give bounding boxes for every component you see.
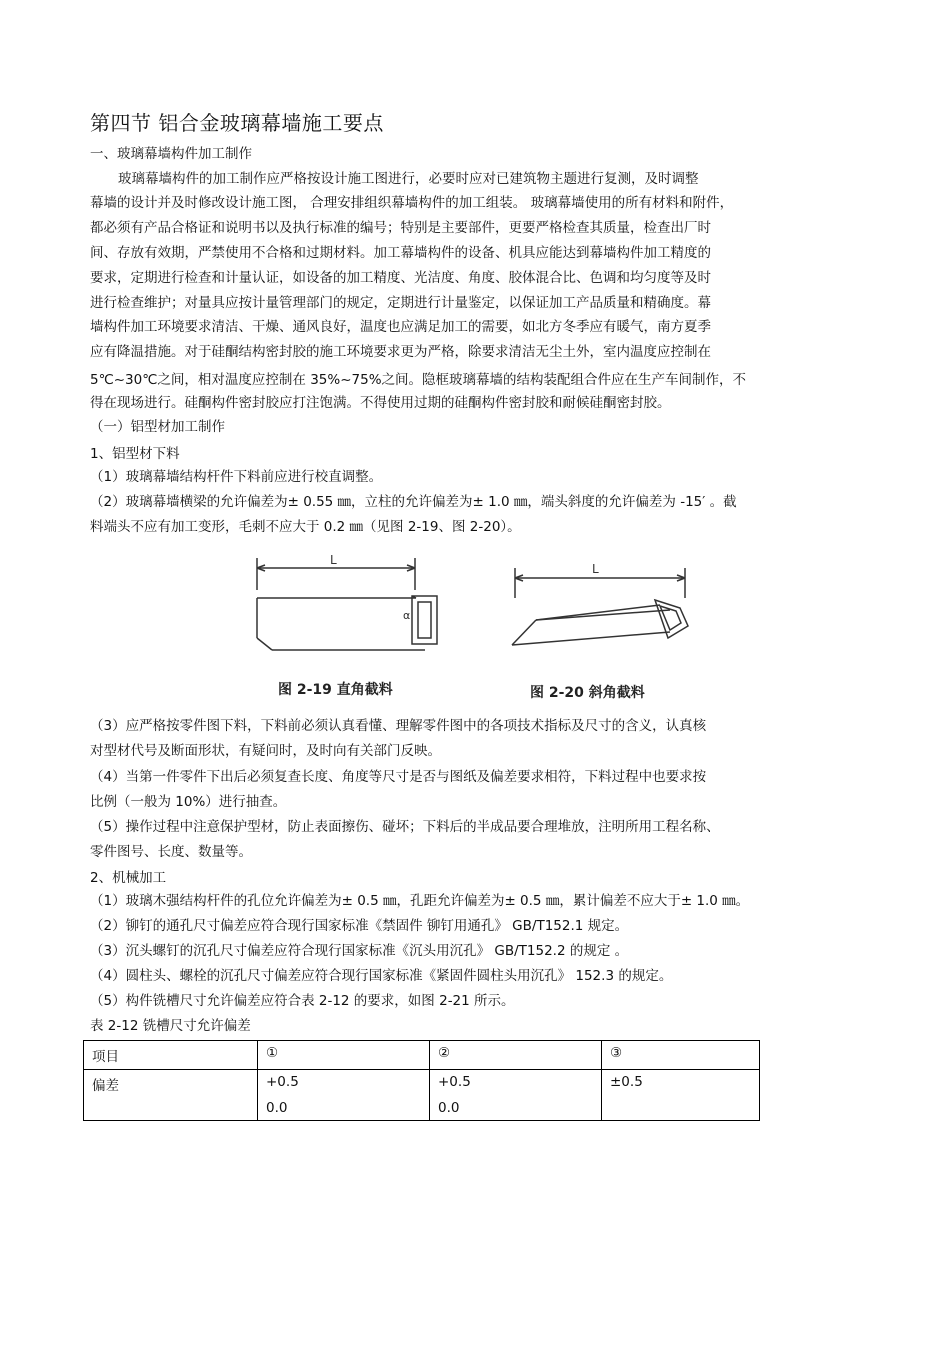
- table-caption: 表 2-12 铣槽尺寸允许偏差: [90, 1018, 251, 1034]
- body-line: 都必须有产品合格证和说明书以及执行标准的编号；特别是主要部件，更要严格检查其质量，检查出厂时: [90, 220, 711, 236]
- table-cell: [430, 1070, 602, 1121]
- cell-lower-value: 0.0: [266, 1100, 288, 1116]
- item-line: （4）圆柱头、螺栓的沉孔尺寸偏差应符合现行国家标准《紧固件圆柱头用沉孔》 152.3 的规定。: [90, 968, 673, 984]
- body-line: 要求，定期进行检查和计量认证，如设备的加工精度、光洁度、角度、胶体混合比、色调和均匀度等及时: [90, 270, 711, 286]
- item-line: 对型材代号及断面形状，有疑问时，及时向有关部门反映。: [90, 743, 441, 759]
- cell-lower-value: 0.0: [438, 1100, 460, 1116]
- table-header-cell: ①: [258, 1041, 430, 1070]
- body-line: 玻璃幕墙构件的加工制作应严格按设计施工图进行，必要时应对已建筑物主题进行复测，及时调整: [118, 171, 699, 187]
- item-line: （2）铆钉的通孔尺寸偏差应符合现行国家标准《禁固件 铆钉用通孔》 GB/T152.1 规定。: [90, 918, 629, 934]
- item-line: 料端头不应有加工变形，毛刺不应大于 0.2 ㎜（见图 2-19、图 2-20）。: [90, 519, 521, 535]
- item-line: （5）构件铣槽尺寸允许偏差应符合表 2-12 的要求，如图 2-21 所示。: [90, 993, 515, 1009]
- page-title: 第四节 铝合金玻璃幕墙施工要点: [90, 111, 384, 135]
- figure-2-20-drawing: [512, 568, 688, 645]
- item-line: （1）玻璃幕墙结构杆件下料前应进行校直调整。: [90, 469, 383, 485]
- body-line: 幕墙的设计并及时修改设计施工图， 合理安排组织幕墙构件的加工组装。 玻璃幕墙使用的所有材料和附件，: [90, 195, 734, 211]
- body-line: 墙构件加工环境要求清洁、干燥、通风良好，温度也应满足加工的需要，如北方冬季应有暖气，南方夏季: [90, 319, 711, 335]
- figure-2-19-caption: 图 2-19 直角截料: [278, 682, 393, 698]
- table-header-cell: ③: [602, 1041, 760, 1070]
- item-line: （3）应严格按零件图下料，下料前必须认真看懂、理解零件图中的各项技术指标及尺寸的含义，认真核: [90, 718, 707, 734]
- table-cell-label: 偏差: [84, 1070, 258, 1121]
- body-line: 得在现场进行。硅酮构件密封胶应打注饱满。不得使用过期的硅酮构件密封胶和耐候硅酮密封胶。: [90, 395, 671, 411]
- figure-2-19-dim-label: L: [330, 553, 337, 567]
- item-line: （1）玻璃木强结构杆件的孔位允许偏差为± 0.5 ㎜，孔距允许偏差为± 0.5 ㎜，累计偏差不应大于± 1.0 ㎜。: [90, 893, 750, 909]
- item-line: （4）当第一件零件下出后必须复查长度、角度等尺寸是否与图纸及偏差要求相符，下料过程中也要求按: [90, 769, 707, 785]
- cell-upper-value: +0.5: [438, 1074, 471, 1090]
- table-header-cell: ②: [430, 1041, 602, 1070]
- figure-2-19-drawing: [257, 558, 437, 650]
- item-heading: 2、机械加工: [90, 870, 167, 886]
- item-line: 零件图号、长度、数量等。: [90, 844, 252, 860]
- table-cell: [258, 1070, 430, 1121]
- item-line: 比例（一般为 10%）进行抽查。: [90, 794, 287, 810]
- body-line: 进行检查维护；对量具应按计量管理部门的规定，定期进行计量鉴定，以保证加工产品质量和精确度。幕: [90, 295, 711, 311]
- table-cell: ±0.5: [602, 1070, 760, 1121]
- item-heading: 1、铝型材下料: [90, 446, 180, 462]
- item-line: （5）操作过程中注意保护型材，防止表面擦伤、碰坏；下料后的半成品要合理堆放，注明所用工程名称、: [90, 819, 720, 835]
- tolerance-table: [83, 1040, 760, 1121]
- figure-2-20-dim-label: L: [592, 562, 599, 576]
- table-header-cell: 项目: [84, 1041, 258, 1070]
- cell-upper-value: +0.5: [266, 1074, 299, 1090]
- figure-2-20-caption: 图 2-20 斜角截料: [530, 685, 645, 701]
- figure-2-19-angle-label: α: [403, 609, 411, 622]
- item-line: （2）玻璃幕墙横梁的允许偏差为± 0.55 ㎜，立柱的允许偏差为± 1.0 ㎜，端头斜度的允许偏差为 -15′ 。截: [90, 494, 737, 510]
- body-line: 5℃~30℃之间，相对温度应控制在 35%~75%之间。隐框玻璃幕墙的结构装配组合件应在生产车间制作，不: [90, 372, 747, 388]
- item-line: （3）沉头螺钉的沉孔尺寸偏差应符合现行国家标准《沉头用沉孔》 GB/T152.2 的规定 。: [90, 943, 629, 959]
- section-heading: 一、玻璃幕墙构件加工制作: [90, 146, 252, 162]
- table-row: [84, 1070, 760, 1121]
- subsection-heading: （一）铝型材加工制作: [90, 419, 225, 435]
- figure-cutting-diagrams: [240, 550, 710, 710]
- body-line: 间、存放有效期，严禁使用不合格和过期材料。加工幕墙构件的设备、机具应能达到幕墙构件加工精度的: [90, 245, 711, 261]
- body-line: 应有降温措施。对于硅酮结构密封胶的施工环境要求更为严格，除要求清洁无尘土外，室内温度应控制在: [90, 344, 711, 360]
- table-header-row: [84, 1041, 760, 1070]
